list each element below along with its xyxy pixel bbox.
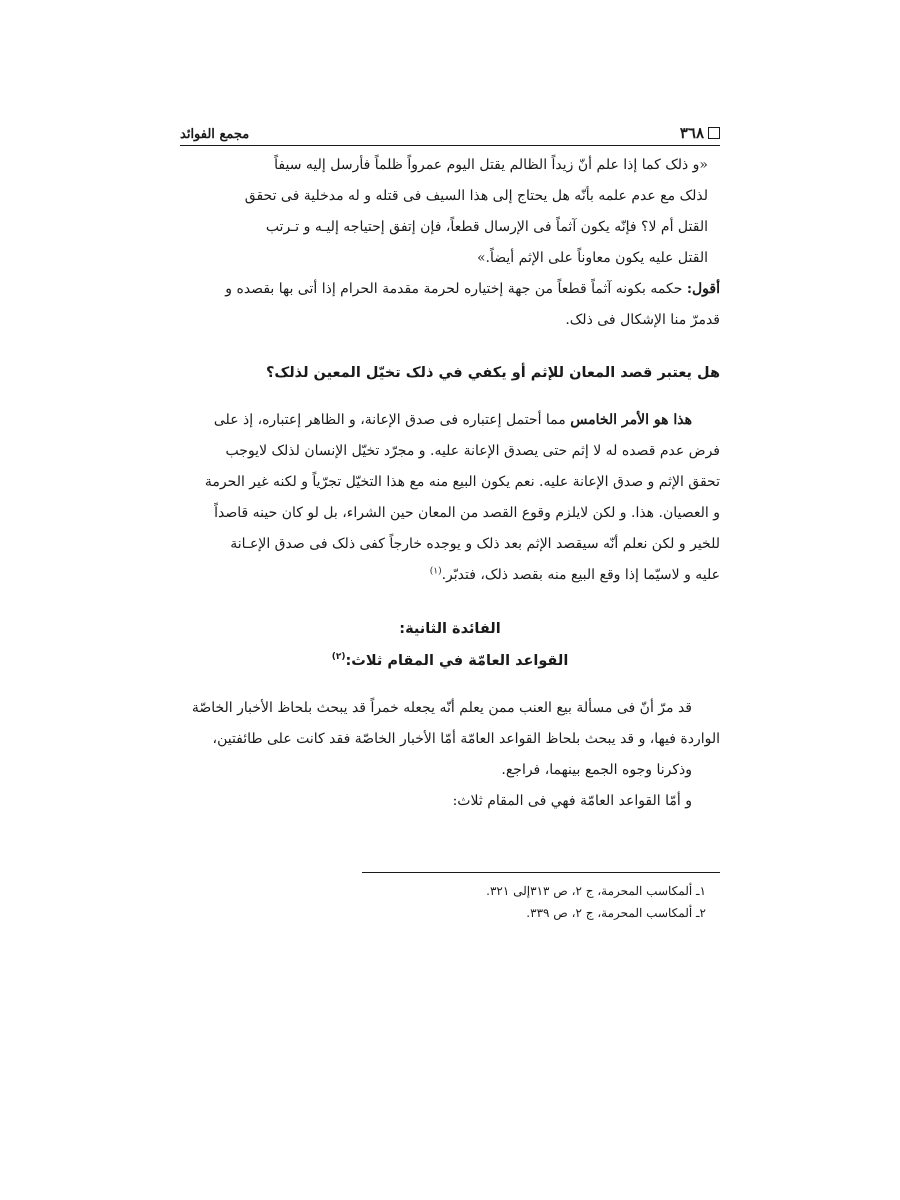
fifth-matter-last: علیه و لاسیّما إذا وقع البیع منه بقصد ذلک، فتدبّر. [441, 567, 720, 583]
header-divider [180, 145, 720, 146]
quotation-block [180, 150, 720, 274]
fifth-matter-line: تحقق الإثم و صدق الإعانة علیه. نعم یکون البیع منه مع هذا التخیّل تجرّیاً و لکنه غیر الحرمة [204, 474, 720, 490]
quote-line: القتل أم لا؟ فإنّه یکون آثماً فی الإرسال قطعاً، فإن إتفق إحتیاجه إلیـه و تـرتب [265, 219, 708, 235]
quote-line: «و ذلک کما إذا علم أنّ زیداً الظالم یقتل الیوم عمرواً ظلماً فأرسل إلیه سیفاً [274, 157, 708, 173]
fifth-matter-line [180, 405, 720, 436]
square-box-icon [708, 127, 720, 139]
footnote-ref-2[interactable]: (٢) [331, 652, 346, 663]
aqulu-paragraph-line [180, 274, 720, 305]
rules-line: الواردة فیها، و قد یبحث بلحاظ القواعد العامّة أمّا الأخبار الخاصّة فقد کانت علی طائفتین، [212, 731, 720, 747]
rules-line: قد مرّ أنّ فی مسألة بیع العنب ممن یعلم أنّه یجعله خمراً قد یبحث بلحاظ الأخبار الخاصّة [191, 700, 692, 716]
aqulu-text: حکمه بکونه آثماً قطعاً من جهة إختیاره لحرمة مقدمة الحرام إذا أتی بها بقصده و [225, 281, 687, 297]
book-title: مجمع الفوائد [180, 127, 250, 142]
page-header [180, 114, 720, 142]
footnotes [180, 880, 720, 924]
footnote-2: ٢ـ ألمکاسب المحرمة، ج ٢، ص ٣٣٩. [526, 906, 706, 920]
footnote-ref-1[interactable]: (١) [429, 566, 442, 577]
footnote-1: ١ـ ألمکاسب المحرمة، ج ٢، ص ٣١٣إلی ٣٢١. [486, 884, 706, 898]
quote-line: القتل علیه یکون معاوناً علی الإثم أیضاً.» [476, 250, 708, 266]
rules-line: وذکرنا وجوه الجمع بینهما، فراجع. [501, 762, 692, 778]
second-benefit-heading: الفائدة الثانیة: [399, 621, 501, 637]
rules-line: و أمّا القواعد العامّة فهي فی المقام ثلاث: [452, 793, 692, 809]
fifth-matter-line: للخیر و لکن نعلم أنّه سیقصد الإثم بعد ذلک و یوجده خارجاً کفی ذلک فی صدق الإعـانة [230, 536, 720, 552]
aqulu-paragraph-line: قدمرّ منا الإشکال فی ذلک. [565, 312, 720, 328]
aqulu-label: أقول: [686, 281, 720, 297]
fifth-matter-text: مما أحتمل إعتباره فی صدق الإعانة، و الظاهر إعتباره، إذ علی [213, 412, 571, 428]
fifth-matter-line [180, 560, 720, 591]
question-heading: هل یعتبر قصد المعان للإثم أو یکفي في ذلک تخیّل المعین لذلک؟ [265, 365, 720, 381]
page-number-group [680, 124, 720, 142]
page-number: ٣٦٨ [679, 124, 704, 142]
footnote-divider [362, 872, 720, 873]
fifth-matter-line: و العصیان. هذا. و لکن لایلزم وقوع القصد من المعان حین الشراء، بل لو کان حینه قاصداً [214, 505, 720, 521]
quote-line: لذلک مع عدم علمه بأنّه هل یحتاج إلی هذا السیف فی قتله و له مدخلیة فی تحقق [244, 188, 708, 204]
page-body [180, 150, 720, 817]
general-rules-heading-line [180, 645, 720, 677]
fifth-matter-line: فرض عدم قصده له لا إثم حتی یصدق الإعانة علیه. و مجرّد تخیّل الإنسان لذلک لایوجب [225, 443, 720, 459]
general-rules-heading: القواعد العامّة في المقام ثلاث: [345, 653, 569, 669]
fifth-matter-label: هذا هو الأمر الخامس [570, 412, 692, 428]
